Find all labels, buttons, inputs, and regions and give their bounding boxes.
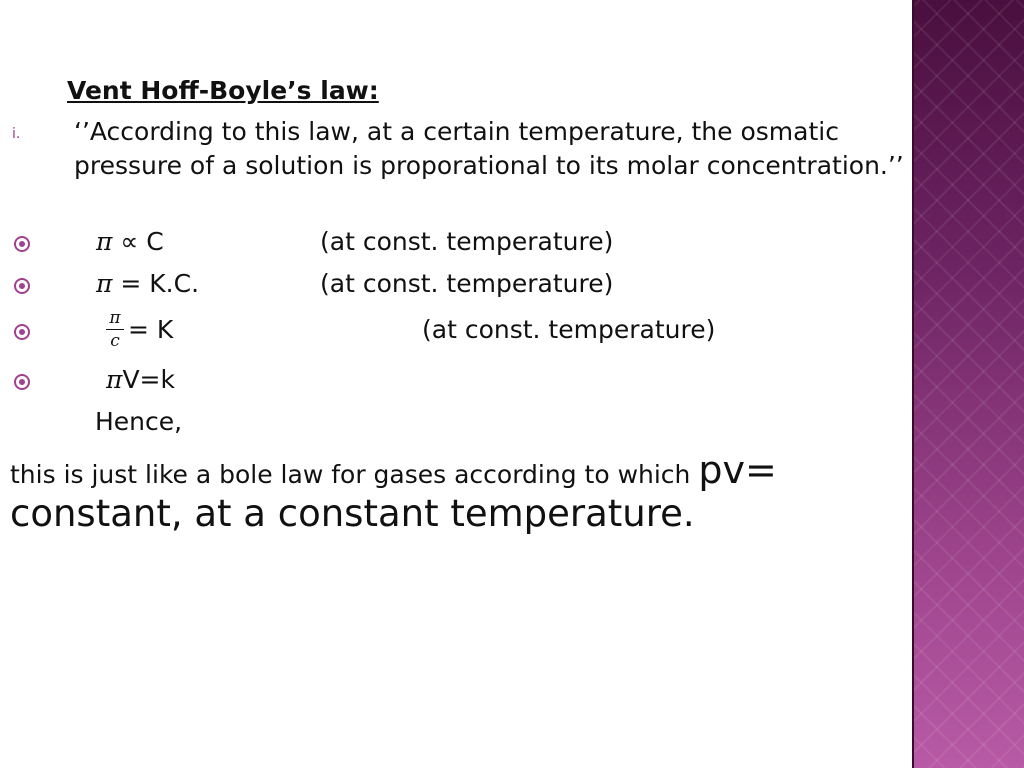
bullet-icon [14,236,30,252]
conclusion-text [10,448,905,535]
equation-expr: V=k [122,365,175,394]
conclusion-pv: pv= [698,448,777,492]
pi-symbol: 𝜋 [106,365,123,394]
equation-condition: (at const. temperature) [320,269,614,298]
pi-symbol: 𝜋 [96,227,113,256]
fraction-numerator: 𝜋 [109,308,121,328]
law-statement: ‘’According to this law, at a certain temperature, the osmatic pressure of a solution is proporational to its molar concentration.’’ [74,117,904,180]
bullet-icon [14,278,30,294]
fraction-denominator: 𝑐 [110,331,120,351]
equation-2 [96,267,199,301]
list-marker-roman: i. [12,126,21,142]
bullet-icon [14,374,30,390]
equation-expr: = K.C. [112,269,200,298]
equation-1 [96,225,164,259]
bullet-icon [14,324,30,340]
fraction-pi-over-c [104,308,126,351]
equation-4 [106,363,175,397]
band-edge-line [912,0,914,768]
fraction-bar [106,329,124,330]
equation-expr: ∝ C [112,227,164,256]
slide-title: Vent Hoff-Boyle’s law: [67,76,379,105]
conclusion-part-2: constant, at a constant temperature. [10,492,695,535]
pi-symbol: 𝜋 [96,269,113,298]
hence-text: Hence, [95,407,183,436]
decorative-side-band [912,0,1024,768]
equation-condition: (at const. temperature) [320,227,614,256]
conclusion-part-1: this is just like a bole law for gases according to which [10,460,699,489]
equation-condition: (at const. temperature) [422,315,716,344]
equation-expr: = K [128,315,174,344]
